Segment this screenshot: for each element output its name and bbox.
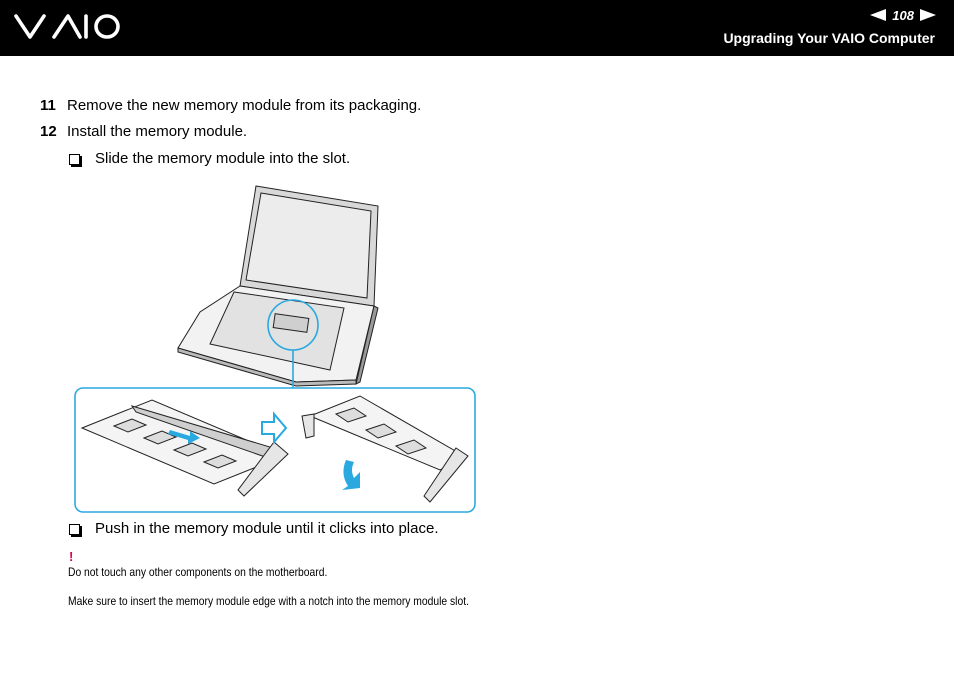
bullet-text: Push in the memory module until it clicks into place. [95,520,439,537]
checkbox-bullet-icon [69,524,80,535]
vaio-logo [14,12,122,47]
page-navigation [870,7,936,23]
step-text: Install the memory module. [67,123,248,140]
step-11 [40,97,421,114]
note-motherboard: Do not touch any other components on the motherboard. [68,565,328,579]
step-12 [40,123,247,140]
warning-marker: ! [69,549,74,564]
step-text: Remove the new memory module from its packaging. [67,97,422,114]
triangle-left-icon[interactable] [870,9,886,21]
laptop-open-bottom-icon [178,186,378,386]
checkbox-bullet-icon [69,154,80,165]
page-number: 108 [892,7,914,23]
triangle-right-icon[interactable] [920,9,936,21]
bullet-slide-module [69,150,350,167]
bullet-text: Slide the memory module into the slot. [95,150,351,167]
memory-install-illustration [74,184,478,521]
note-notch-edge: Make sure to insert the memory module edge with a notch into the memory module slot. [68,594,469,608]
page-header [0,0,954,56]
step-number: 11 [40,97,56,114]
bullet-push-module [69,520,438,537]
section-title: Upgrading Your VAIO Computer [723,30,935,46]
step-number: 12 [40,123,57,140]
